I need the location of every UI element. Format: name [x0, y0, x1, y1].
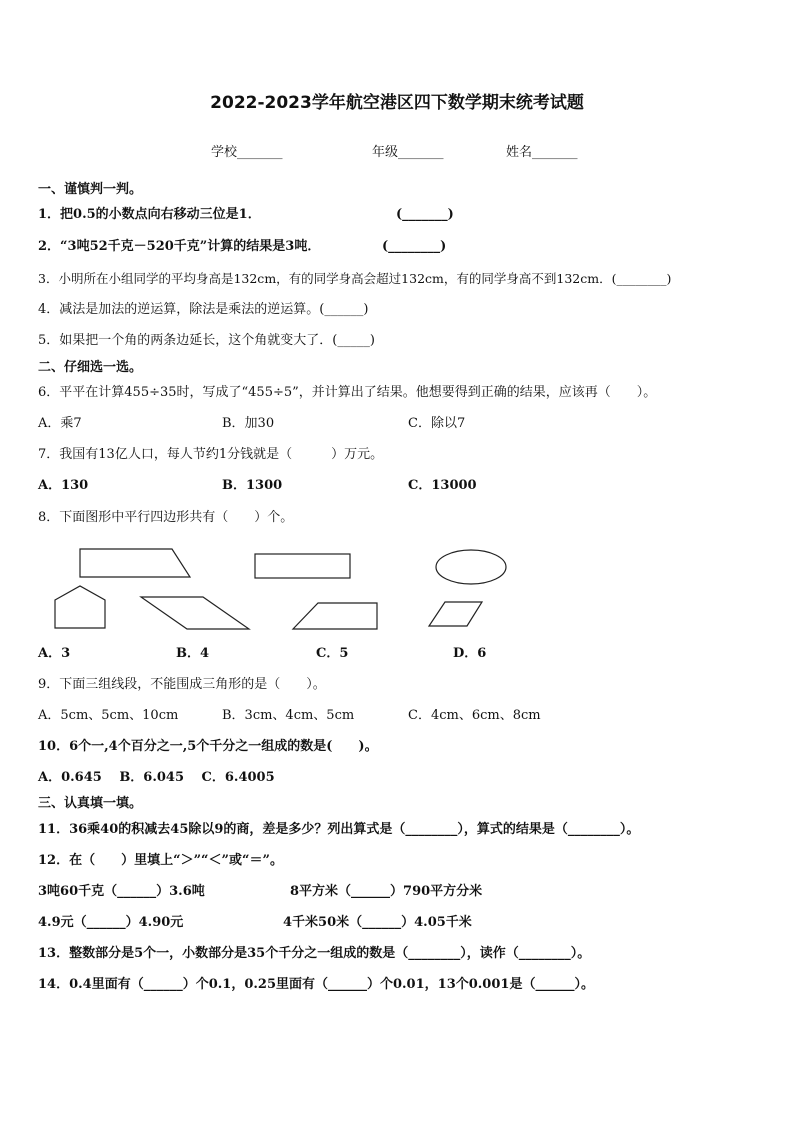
option-a: A．乘7 [38, 416, 82, 431]
rectangle-shape [255, 554, 350, 578]
option-c: C．13000 [408, 478, 477, 493]
section-heading: 二、仔细选一选。 [38, 360, 143, 375]
option-b: B．1300 [222, 478, 283, 493]
option-c: C．5 [316, 646, 349, 661]
question-text: 11．36乘40的积减去45除以9的商，差是多少？列出算式是（________），算式的结果是（________）。 [38, 822, 640, 837]
question-text: 5．如果把一个角的两条边延长，这个角就变大了．(_____) [38, 333, 375, 348]
fill-item: 8平方米（______）790平方分米 [290, 884, 483, 899]
option-d: D．6 [453, 646, 487, 661]
school-field: 学校_______ [211, 145, 283, 160]
question-text: 8．下面图形中平行四边形共有（ ）个。 [38, 510, 294, 525]
trapezoid-shape [80, 549, 190, 577]
shapes-figure [0, 540, 794, 640]
question-text: 4．减法是加法的逆运算，除法是乘法的逆运算。(______) [38, 302, 369, 317]
ellipse-shape [436, 550, 506, 584]
fill-item: 4.9元（______）4.90元 [38, 915, 184, 930]
question-text: 14．0.4里面有（______）个0.1，0.25里面有（______）个0.01，13个0.001是（______）。 [38, 977, 594, 992]
question-text: 13．整数部分是5个一，小数部分是35个千分之一组成的数是（________），读作（________）。 [38, 946, 591, 961]
question-text: 3．小明所在小组同学的平均身高是132cm，有的同学身高会超过132cm，有的同学身高不到132cm．(________) [38, 271, 672, 286]
options-row: A．0.645 B．6.045 C．6.4005 [38, 770, 275, 785]
answer-blank: (________) [382, 239, 447, 254]
rhombus-shape [429, 602, 482, 626]
answer-blank: (_______) [396, 207, 454, 222]
option-c: C．4cm、6cm、8cm [408, 708, 541, 723]
name-field: 姓名_______ [506, 145, 578, 160]
parallelogram-shape [141, 597, 249, 629]
option-a: A．130 [38, 478, 89, 493]
option-b: B．4 [176, 646, 210, 661]
question-text: 9．下面三组线段，不能围成三角形的是（ ）。 [38, 677, 326, 692]
option-b: B．加30 [222, 416, 275, 431]
option-c: C．除以7 [408, 416, 466, 431]
fill-item: 4千米50米（______）4.05千米 [283, 915, 472, 930]
parallelogram-shape [293, 603, 377, 629]
pentagon-shape [55, 586, 105, 628]
question-text: 12．在（ ）里填上“＞”“＜”或“＝”。 [38, 853, 283, 868]
section-heading: 三、认真填一填。 [38, 796, 143, 811]
question-text: 6．平平在计算455÷35时，写成了“455÷5”，并计算出了结果。他想要得到正确的结果，应该再（ ）。 [38, 385, 657, 400]
option-a: A．5cm、5cm、10cm [38, 708, 179, 723]
question-text: 2．“3吨52千克－520千克”计算的结果是3吨． [38, 239, 321, 254]
option-a: A．3 [38, 646, 71, 661]
question-text: 7．我国有13亿人口，每人节约1分钱就是（ ）万元。 [38, 447, 384, 462]
fill-item: 3吨60千克（______）3.6吨 [38, 884, 205, 899]
exam-title: 2022-2023学年航空港区四下数学期末统考试题 [210, 93, 584, 113]
question-text: 1．把0.5的小数点向右移动三位是1． [38, 207, 261, 222]
grade-field: 年级_______ [372, 145, 444, 160]
option-b: B．3cm、4cm、5cm [222, 708, 355, 723]
section-heading: 一、谨慎判一判。 [38, 182, 143, 197]
question-text: 10．6个一,4个百分之一,5个千分之一组成的数是( )。 [38, 739, 378, 754]
